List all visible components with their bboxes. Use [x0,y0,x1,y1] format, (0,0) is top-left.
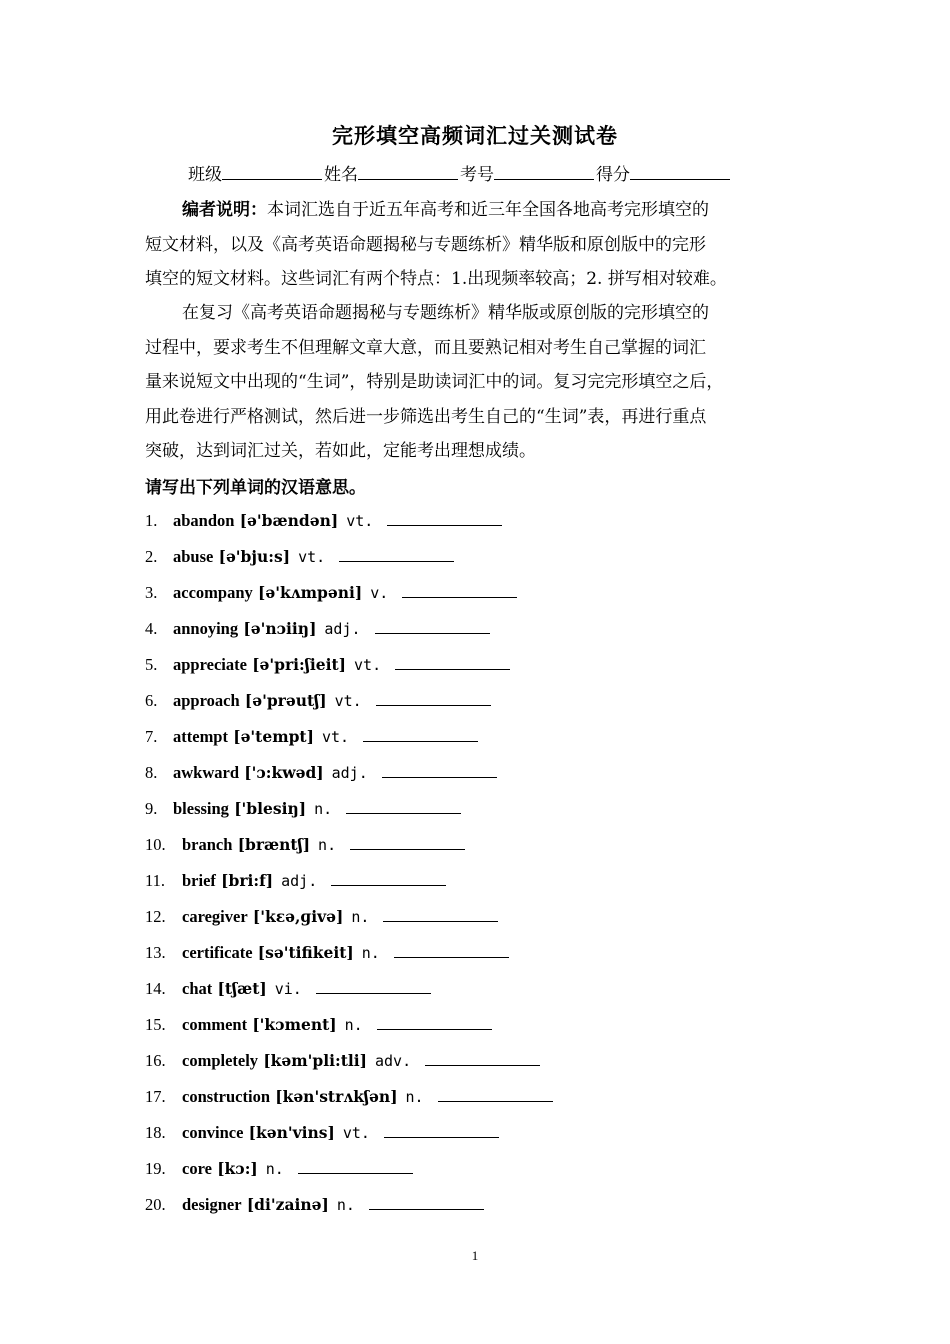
exam-number-label: 考号 [460,165,494,185]
vocab-item [145,647,845,683]
vocab-item [145,827,845,863]
editor-note-line: 编者说明：本词汇选自于近五年高考和近三年全国各地高考完形填空的 [182,200,709,220]
vocab-item [145,683,845,719]
vocab-number: 4. [145,619,158,638]
vocab-item [145,935,845,971]
vocab-phonetic: [ə'kʌmpəni] [258,583,363,602]
vocab-word: designer [182,1195,242,1214]
score-label: 得分 [596,165,630,185]
vocab-phonetic: ['blesiŋ] [234,799,307,818]
vocab-part-of-speech: adj. [331,764,368,782]
vocab-number: 13. [145,943,166,962]
vocab-part-of-speech: vt. [321,728,350,746]
vocab-word: accompany [173,583,253,602]
editor-note-paragraph [145,193,805,297]
vocab-number: 19. [145,1159,166,1178]
vocab-number: 5. [145,655,158,674]
vocab-item [145,791,845,827]
vocab-number: 20. [145,1195,166,1214]
vocab-phonetic: [ə'bju:s] [218,547,291,566]
score-blank[interactable] [630,163,730,180]
vocab-word: completely [182,1051,259,1070]
answer-blank[interactable] [350,831,465,850]
editor-note-line: 填空的短文材料。这些词汇有两个特点：1.出现频率较高；2. 拼写相对较难。 [145,269,727,289]
vocab-item [145,863,845,899]
review-note-paragraph [145,296,805,469]
answer-blank[interactable] [394,939,509,958]
answer-blank[interactable] [298,1155,413,1174]
vocab-phonetic: [kəm'pli:tli] [263,1051,367,1070]
editor-note-line: 短文材料，以及《高考英语命题揭秘与专题练析》精华版和原创版中的完形 [145,234,706,255]
vocab-number: 9. [145,799,158,818]
vocab-number: 16. [145,1051,166,1070]
vocab-number: 10. [145,835,166,854]
vocab-item [145,1151,845,1187]
vocab-item [145,539,845,575]
vocab-part-of-speech: n. [314,800,333,818]
answer-blank[interactable] [384,1119,499,1138]
answer-blank[interactable] [438,1083,553,1102]
vocab-item [145,1079,845,1115]
name-label: 姓名 [324,165,358,185]
vocab-word: convince [182,1123,244,1142]
vocab-part-of-speech: adj. [281,872,318,890]
student-info-line [188,160,732,185]
vocab-part-of-speech: vt. [354,656,382,674]
vocab-number: 3. [145,583,158,602]
vocab-part-of-speech: n. [265,1160,284,1178]
vocab-list [145,503,845,1223]
page-number: 1 [471,1248,479,1263]
answer-blank[interactable] [377,1011,492,1030]
class-blank[interactable] [222,163,322,180]
vocab-word: construction [182,1087,270,1106]
vocab-number: 1. [145,511,158,530]
vocab-part-of-speech: n. [336,1196,355,1214]
answer-blank[interactable] [339,543,454,562]
vocab-item [145,899,845,935]
review-note-line: 量来说短文中出现的“生词”，特别是助读词汇中的词。复习完完形填空之后， [145,372,724,392]
editor-note-label: 编者说明： [182,200,267,220]
exam-number-blank[interactable] [494,163,594,180]
name-blank[interactable] [358,163,458,180]
instruction-heading: 请写出下列单词的汉语意思。 [145,478,366,498]
vocab-number: 14. [145,979,166,998]
vocab-part-of-speech: v. [370,584,389,602]
vocab-item [145,971,845,1007]
vocab-item [145,1043,845,1079]
vocab-phonetic: ['kɔment] [252,1015,337,1034]
vocab-phonetic: [ə'bændən] [239,511,339,530]
vocab-number: 8. [145,763,158,782]
vocab-part-of-speech: n. [361,944,380,962]
vocab-number: 11. [145,871,166,890]
vocab-phonetic: [sə'tifikeit] [257,943,354,962]
review-note-line: 突破，达到词汇过关，若如此，定能考出理想成绩。 [145,441,536,461]
vocab-part-of-speech: vt. [346,512,374,530]
answer-blank[interactable] [387,507,502,526]
vocab-number: 6. [145,691,158,710]
vocab-part-of-speech: vi. [274,980,302,998]
vocab-word: brief [182,871,216,890]
vocab-number: 2. [145,547,158,566]
vocab-number: 7. [145,727,158,746]
vocab-phonetic: [bri:f] [221,871,274,890]
vocab-part-of-speech: n. [405,1088,424,1106]
vocab-item [145,1007,845,1043]
vocab-word: attempt [173,727,228,746]
vocab-item [145,755,845,791]
answer-blank[interactable] [331,867,446,886]
vocab-part-of-speech: adj. [324,620,361,638]
vocab-word: approach [173,691,240,710]
vocab-phonetic: [kɔ:] [217,1159,258,1178]
vocab-item [145,575,845,611]
vocab-phonetic: [ə'pri:ʃieit] [252,655,347,674]
vocab-word: abuse [173,547,214,566]
vocab-item [145,719,845,755]
vocab-item [145,1115,845,1151]
vocab-number: 18. [145,1123,166,1142]
vocab-number: 17. [145,1087,166,1106]
vocab-number: 15. [145,1015,166,1034]
vocab-part-of-speech: n. [318,836,337,854]
vocab-item [145,611,845,647]
vocab-phonetic: ['ɔ:kwəd] [244,763,324,782]
answer-blank[interactable] [425,1047,540,1066]
vocab-word: comment [182,1015,248,1034]
vocab-phonetic: [kən'strʌkʃən] [275,1087,398,1106]
answer-blank[interactable] [382,759,497,778]
vocab-part-of-speech: vt. [334,692,362,710]
class-label: 班级 [188,165,222,185]
answer-blank[interactable] [395,651,510,670]
vocab-word: chat [182,979,213,998]
vocab-number: 12. [145,907,166,926]
vocab-phonetic: [di'zainə] [246,1195,329,1214]
answer-blank[interactable] [369,1191,484,1210]
review-note-line: 用此卷进行严格测试，然后进一步筛选出考生自己的“生词”表，再进行重点 [145,406,707,427]
answer-blank[interactable] [376,687,491,706]
page-title: 完形填空高频词汇过关测试卷 [332,123,618,148]
answer-blank[interactable] [383,903,498,922]
vocab-phonetic: [ə'prəutʃ] [244,691,327,710]
vocab-phonetic: [tʃæt] [217,979,267,998]
vocab-phonetic: [ə'tempt] [233,727,314,746]
vocab-word: certificate [182,943,253,962]
vocab-phonetic: [kən'vins] [248,1123,335,1142]
review-note-line: 在复习《高考英语命题揭秘与专题练析》精华版或原创版的完形填空的 [182,303,709,323]
vocab-part-of-speech: n. [351,908,370,926]
vocab-phonetic: [bræntʃ] [237,835,311,854]
vocab-item [145,1187,845,1223]
answer-blank[interactable] [363,723,478,742]
vocab-part-of-speech: vt. [342,1124,370,1142]
answer-blank[interactable] [346,795,461,814]
vocab-word: caregiver [182,907,248,926]
vocab-word: awkward [173,763,240,782]
vocab-word: core [182,1159,212,1178]
vocab-word: abandon [173,511,235,530]
vocab-word: appreciate [173,655,247,674]
answer-blank[interactable] [375,615,490,634]
vocab-word: blessing [173,799,229,818]
vocab-phonetic: ['kεə,ɡivə] [252,907,344,926]
vocab-part-of-speech: vt. [298,548,326,566]
vocab-word: annoying [173,619,239,638]
answer-blank[interactable] [402,579,517,598]
vocab-item [145,503,845,539]
vocab-part-of-speech: n. [344,1016,363,1034]
vocab-phonetic: [ə'nɔiiŋ] [243,619,317,638]
vocab-part-of-speech: adv. [375,1052,412,1070]
vocab-word: branch [182,835,233,854]
review-note-line: 过程中，要求考生不但理解文章大意，而且要熟记相对考生自己掌握的词汇 [145,337,706,358]
answer-blank[interactable] [316,975,431,994]
